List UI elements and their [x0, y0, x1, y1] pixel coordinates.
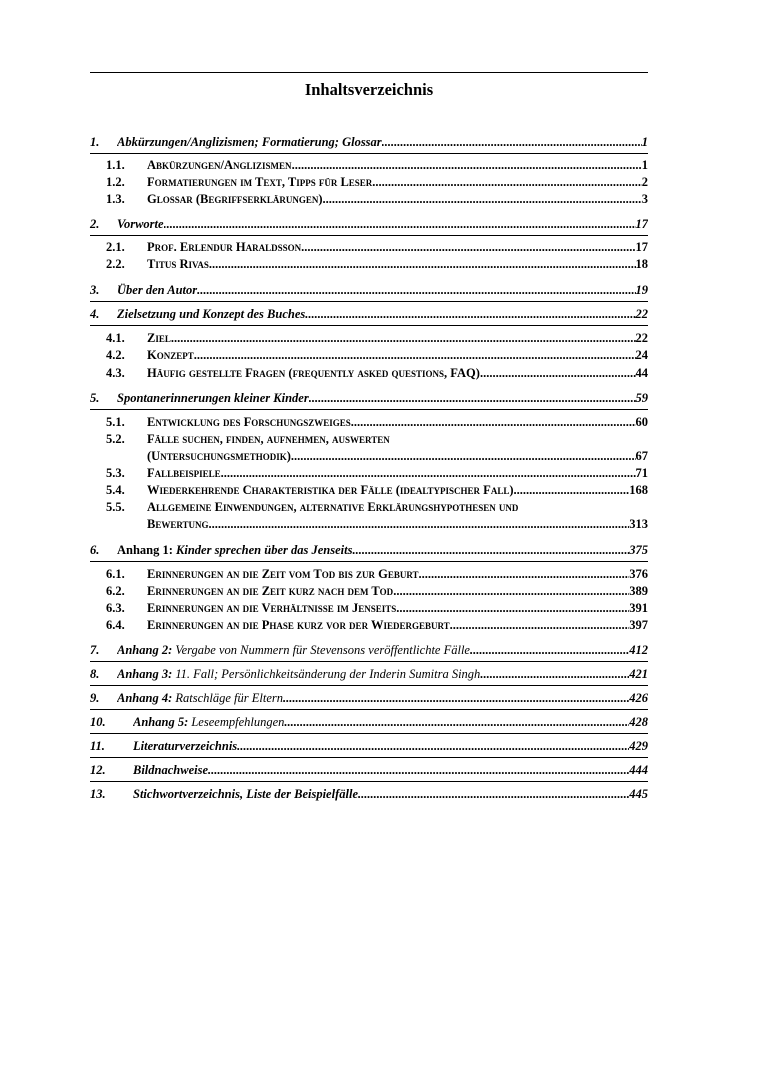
entry-page: 313 [629, 517, 648, 531]
appendix-label: Anhang 2: [117, 643, 173, 657]
section-divider [90, 235, 648, 236]
entry-page: 412 [629, 643, 648, 657]
appendix-label: Anhang 4: [117, 691, 173, 705]
entry-page: 60 [635, 415, 648, 429]
toc-entry[interactable] [90, 500, 648, 534]
entry-title-line1: Fälle suchen, finden, aufnehmen, auswerten [147, 432, 390, 446]
entry-title: Ziel [147, 331, 171, 345]
entry-page: 24 [635, 348, 648, 362]
entry-page: 1 [641, 135, 648, 149]
entry-title: Abkürzungen/Anglizismen; Formatierung; Glossar [117, 135, 382, 149]
entry-title: Bildnachweise [133, 763, 209, 777]
entry-title: Formatierungen im Text, Tipps für Leser [147, 175, 373, 189]
header-rule [90, 72, 648, 73]
entry-title: Kinder sprechen über das Jenseits [176, 543, 353, 557]
entry-title: Wiederkehrende Charakteristika der Fälle (idealtypischer Fall) [147, 483, 514, 497]
entry-page: 389 [629, 584, 648, 598]
section-divider [90, 301, 648, 302]
entry-number: 13. [90, 787, 106, 801]
appendix-label: Anhang 1: [117, 543, 173, 557]
entry-number: 1.2. [106, 175, 125, 189]
entry-page: 168 [629, 483, 648, 497]
section-divider [90, 561, 648, 562]
section-divider [90, 757, 648, 758]
entry-number: 4.3. [106, 366, 125, 380]
entry-page: 444 [629, 763, 648, 777]
entry-page: 67 [635, 449, 648, 463]
entry-page: 426 [629, 691, 648, 705]
entry-title: Erinnerungen an die Zeit kurz nach dem Tod [147, 584, 394, 598]
entry-number: 6.2. [106, 584, 125, 598]
entry-page: 375 [629, 543, 648, 557]
entry-page: 2 [641, 175, 648, 189]
entry-title: Stichwortverzeichnis, Liste der Beispielfälle [133, 787, 358, 801]
section-divider [90, 325, 648, 326]
entry-number: 9. [90, 691, 100, 705]
entry-number: 6.4. [106, 618, 125, 632]
entry-number: 2.1. [106, 240, 125, 254]
entry-number: 5.1. [106, 415, 125, 429]
entry-number: 4.2. [106, 348, 125, 362]
entry-page: 3 [641, 192, 648, 206]
entry-title: Vergabe von Nummern für Stevensons veröffentlichte Fälle [175, 643, 470, 657]
entry-number: 11. [90, 739, 105, 753]
entry-number: 1.1. [106, 158, 125, 172]
appendix-label: Anhang 3: [117, 667, 173, 681]
entry-page: 18 [635, 257, 648, 271]
entry-title: Erinnerungen an die Phase kurz vor der Wiedergeburt [147, 618, 450, 632]
entry-title: Vorworte [117, 217, 164, 231]
entry-number: 1.3. [106, 192, 125, 206]
entry-number: 4. [90, 307, 100, 321]
section-divider [90, 409, 648, 410]
entry-number: 5.2. [106, 432, 125, 446]
entry-page: 19 [635, 283, 648, 297]
entry-title: Entwicklung des Forschungszweiges [147, 415, 351, 429]
entry-number: 1. [90, 135, 100, 149]
entry-page: 17 [635, 217, 648, 231]
appendix-label: Anhang 5: [133, 715, 189, 729]
entry-title: Erinnerungen an die Zeit vom Tod bis zur Geburt [147, 567, 419, 581]
entry-page: 22 [635, 331, 648, 345]
toc-entry[interactable] [90, 432, 648, 466]
entry-number: 10. [90, 715, 106, 729]
entry-number: 5.3. [106, 466, 125, 480]
entry-page: 391 [629, 601, 648, 615]
entry-page: 429 [629, 739, 648, 753]
entry-page: 397 [629, 618, 648, 632]
section-divider [90, 733, 648, 734]
entry-number: 6.1. [106, 567, 125, 581]
entry-number: 5.5. [106, 500, 125, 514]
section-divider [90, 685, 648, 686]
entry-title: Glossar (Begriffserklärungen) [147, 192, 323, 206]
entry-title: Titus Rivas [147, 257, 209, 271]
entry-page: 445 [629, 787, 648, 801]
entry-number: 2.2. [106, 257, 125, 271]
entry-page: 376 [629, 567, 648, 581]
entry-title: 11. Fall; Persönlichkeitsänderung der Inderin Sumitra Singh [175, 667, 481, 681]
entry-title: Häufig gestellte Fragen (frequently asked questions, FAQ) [147, 366, 480, 380]
entry-number: 4.1. [106, 331, 125, 345]
entry-page: 44 [635, 366, 648, 380]
entry-page: 59 [635, 391, 648, 405]
entry-title: Leseempfehlungen [191, 715, 285, 729]
entry-title: (Untersuchungsmethodik) [147, 449, 291, 463]
entry-title: Prof. Erlendur Haraldsson [147, 240, 302, 254]
entry-title: Ratschläge für Eltern [175, 691, 283, 705]
entry-title: Zielsetzung und Konzept des Buches [117, 307, 306, 321]
entry-page: 428 [629, 715, 648, 729]
entry-number: 3. [90, 283, 100, 297]
entry-number: 12. [90, 763, 106, 777]
section-divider [90, 661, 648, 662]
entry-title-line1: Allgemeine Einwendungen, alternative Erklärungshypothesen und [147, 500, 519, 514]
entry-page: 22 [635, 307, 648, 321]
entry-page: 17 [635, 240, 648, 254]
entry-number: 5. [90, 391, 100, 405]
entry-title: Abkürzungen/Anglizismen [147, 158, 292, 172]
section-divider [90, 781, 648, 782]
entry-title: Spontanerinnerungen kleiner Kinder [117, 391, 309, 405]
entry-number: 7. [90, 643, 100, 657]
entry-page: 71 [635, 466, 648, 480]
entry-number: 6. [90, 543, 100, 557]
section-divider [90, 153, 648, 154]
entry-title: Erinnerungen an die Verhältnisse im Jenseits [147, 601, 397, 615]
entry-page: 421 [629, 667, 648, 681]
entry-title: Fallbeispiele [147, 466, 221, 480]
entry-number: 6.3. [106, 601, 125, 615]
page-title: Inhaltsverzeichnis [304, 80, 434, 99]
entry-title: Bewertung [147, 517, 209, 531]
entry-title: Literaturverzeichnis [133, 739, 238, 753]
entry-title: Über den Autor [117, 283, 198, 297]
entry-page: 1 [641, 158, 648, 172]
section-divider [90, 709, 648, 710]
entry-title: Konzept [147, 348, 194, 362]
entry-number: 5.4. [106, 483, 125, 497]
entry-number: 2. [90, 217, 100, 231]
entry-number: 8. [90, 667, 100, 681]
